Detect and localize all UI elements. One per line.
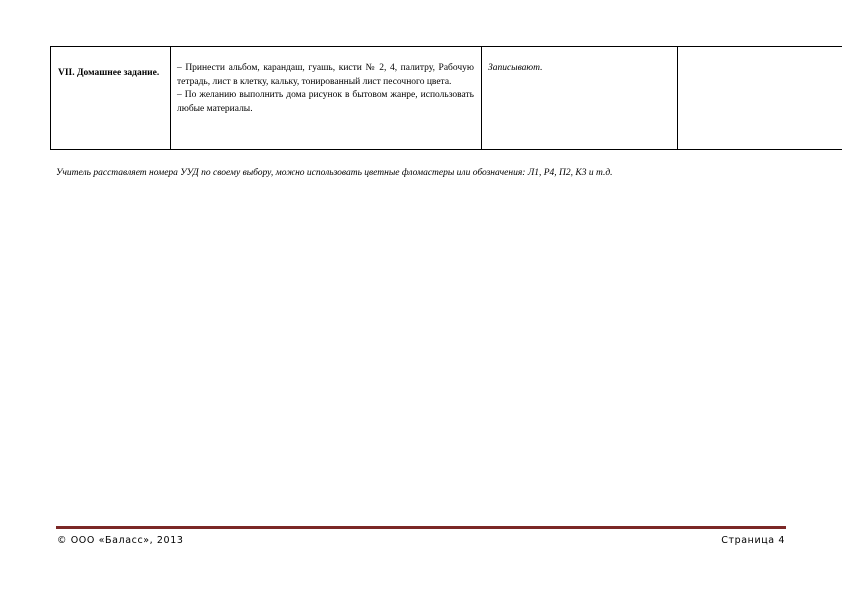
footer-copyright: © ООО «Баласс», 2013 xyxy=(57,535,184,546)
teacher-note: Учитель расставляет номера УУД по своему выбору, можно использовать цветные фломастеры или обозначения: Л1, Р4, П2, К3 и т.д. xyxy=(56,168,613,178)
stage-cell: VII. Домашнее задание. xyxy=(51,47,171,150)
table-row xyxy=(51,47,842,150)
teacher-activity-cell xyxy=(171,47,482,150)
footer-rule xyxy=(56,526,786,529)
pupil-activity-cell: Записывают. xyxy=(482,47,678,150)
lesson-table xyxy=(50,46,842,150)
homework-item-1: – Принести альбом, карандаш, гуашь, кисти № 2, 4, палитру, Рабочую тетрадь, лист в клетку, кальку, тонированный лист песочного цвета. xyxy=(177,63,474,87)
page-number: Страница 4 xyxy=(721,535,785,546)
homework-item-2: – По желанию выполнить дома рисунок в бытовом жанре, использовать любые материалы. xyxy=(177,90,474,114)
uud-cell xyxy=(678,47,842,150)
